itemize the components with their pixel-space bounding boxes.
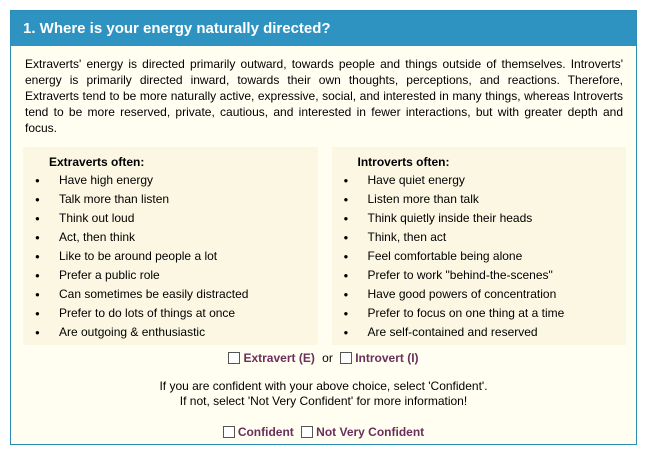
extraverts-title: Extraverts often: — [49, 155, 145, 169]
introverts-column — [332, 147, 627, 345]
confident-checkbox[interactable] — [223, 426, 235, 438]
not-confident-checkbox[interactable] — [301, 426, 313, 438]
list-item: ● Talk more than listen — [35, 190, 318, 209]
introverts-title: Introverts often: — [357, 155, 450, 169]
comparison-columns — [23, 147, 626, 345]
list-item: ● Act, then think — [35, 228, 318, 247]
note-line-1: If you are confident with your above choice, select 'Confident'. — [159, 379, 488, 393]
introverts-list — [332, 171, 627, 342]
list-item: ● Can sometimes be easily distracted — [35, 285, 318, 304]
list-item: ● Think out loud — [35, 209, 318, 228]
list-item: ● Like to be around people a lot — [35, 247, 318, 266]
type-choice-row — [11, 351, 636, 365]
list-item: ● Think, then act — [344, 228, 627, 247]
list-item: ● Prefer a public role — [35, 266, 318, 285]
list-item: ● Prefer to focus on one thing at a time — [344, 304, 627, 323]
question-title: 1. Where is your energy naturally directed? — [11, 11, 636, 46]
introvert-checkbox[interactable] — [340, 352, 352, 364]
introvert-label[interactable]: Introvert (I) — [355, 351, 419, 365]
list-item: ● Listen more than talk — [344, 190, 627, 209]
extravert-label[interactable]: Extravert (E) — [243, 351, 315, 365]
confidence-note — [11, 379, 636, 409]
not-confident-label[interactable]: Not Very Confident — [316, 425, 425, 439]
list-item: ● Think quietly inside their heads — [344, 209, 627, 228]
extravert-checkbox[interactable] — [228, 352, 240, 364]
question-panel — [10, 10, 637, 445]
note-line-2: If not, select 'Not Very Confident' for more information! — [179, 394, 468, 408]
extraverts-column — [23, 147, 318, 345]
list-item: ● Prefer to work "behind-the-scenes" — [344, 266, 627, 285]
list-item: ● Prefer to do lots of things at once — [35, 304, 318, 323]
list-item: ● Are self-contained and reserved — [344, 323, 627, 342]
intro-paragraph: Extraverts' energy is directed primarily outward, towards people and things outside of themselves. Introverts' energy is primarily directed inward, towards their own thoughts, perceptions, and reactions. Therefore, Extraverts tend to be more naturally active, expressive, social, and interested in many things, whereas Introverts tend to be more reserved, private, cautious, and interested in fewer interactions, but with greater depth and focus. — [25, 57, 623, 135]
confident-label[interactable]: Confident — [237, 425, 294, 439]
list-item: ● Feel comfortable being alone — [344, 247, 627, 266]
extraverts-list — [23, 171, 318, 342]
or-text: or — [322, 351, 333, 365]
list-item: ● Have quiet energy — [344, 171, 627, 190]
list-item: ● Are outgoing & enthusiastic — [35, 323, 318, 342]
confidence-choice-row — [11, 425, 636, 439]
list-item: ● Have good powers of concentration — [344, 285, 627, 304]
list-item: ● Have high energy — [35, 171, 318, 190]
